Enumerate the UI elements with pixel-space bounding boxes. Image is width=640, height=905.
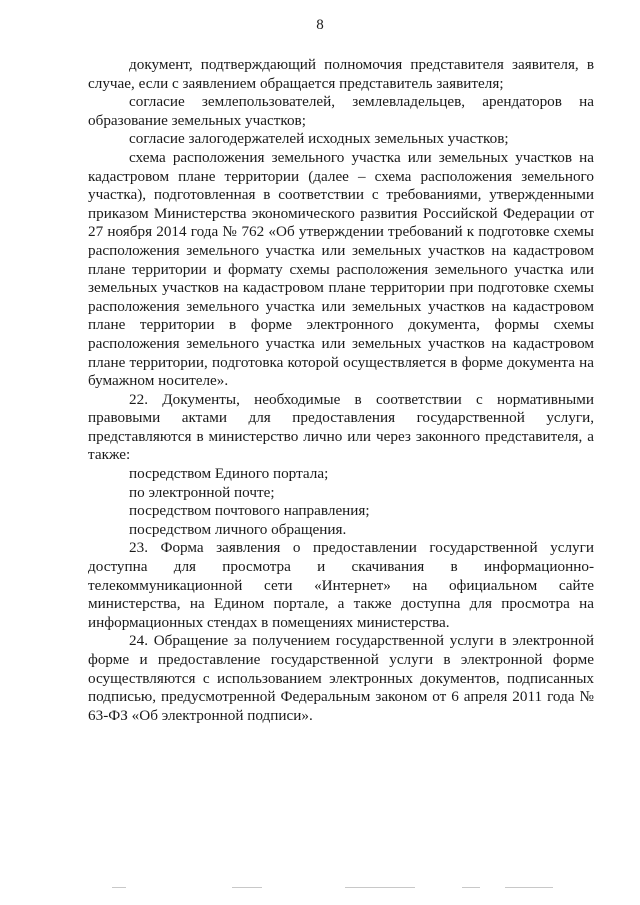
paragraph-land-users-consent: согласие землепользователей, землевладельцев, арендаторов на образование земельных участков; <box>88 93 594 129</box>
list-item-single-portal: посредством Единого портала; <box>129 465 329 483</box>
paragraph-representative-document: документ, подтверждающий полномочия представителя заявителя, в случае, если с заявлением обращается представитель заявителя; <box>88 56 594 92</box>
paragraph-layout-scheme: схема расположения земельного участка или земельных участков на кадастровом плане территории (далее – схема расположения земельного участка), подготовленная в соответствии с требованиями, утвержденными приказом Министерства экономического развития Российской Федерации от 27 ноября 2014 года № 762 «Об утверждении требований к подготовке схемы расположения земельного участка или земельных участков на кадастровом плане территории и формату схемы расположения земельного участка или земельных участков на кадастровом плане территории при подготовке схемы расположения земельного участка или земельных участков на кадастровом плане территории в форме электронного документа, формы схемы расположения земельного участка или земельных участков на кадастровом плане территории, подготовка которой осуществляется в форме документа на бумажном носителе». <box>88 148 594 390</box>
paragraph-24: 24. Обращение за получением государственной услуги в электронной форме и предоставление государственной услуги в электронной форме осуществляются с использованием электронных документов, подписанных подписью, предусмотренной Федеральным законом от 6 апреля 2011 года № 63-ФЗ «Об электронной подписи». <box>88 632 594 724</box>
scan-artifact-line <box>0 887 640 888</box>
paragraph-pledgee-consent: согласие залогодержателей исходных земельных участков; <box>129 130 509 148</box>
page-number: 8 <box>316 17 324 33</box>
paragraph-23: 23. Форма заявления о предоставлении государственной услуги доступна для просмотра и скачивания в информационно-телекоммуникационной сети «Интернет» на официальном сайте министерства, на Едином портале, а также доступна для просмотра на информационных стендах в помещениях министерства. <box>88 539 594 631</box>
list-item-email: по электронной почте; <box>129 483 275 501</box>
paragraph-22: 22. Документы, необходимые в соответствии с нормативными правовыми актами для предоставления государственной услуги, представляются в министерство лично или через законного представителя, а также: <box>88 390 594 464</box>
document-body <box>88 56 594 725</box>
list-item-postal: посредством почтового направления; <box>129 502 370 520</box>
list-item-personal: посредством личного обращения. <box>129 520 347 538</box>
